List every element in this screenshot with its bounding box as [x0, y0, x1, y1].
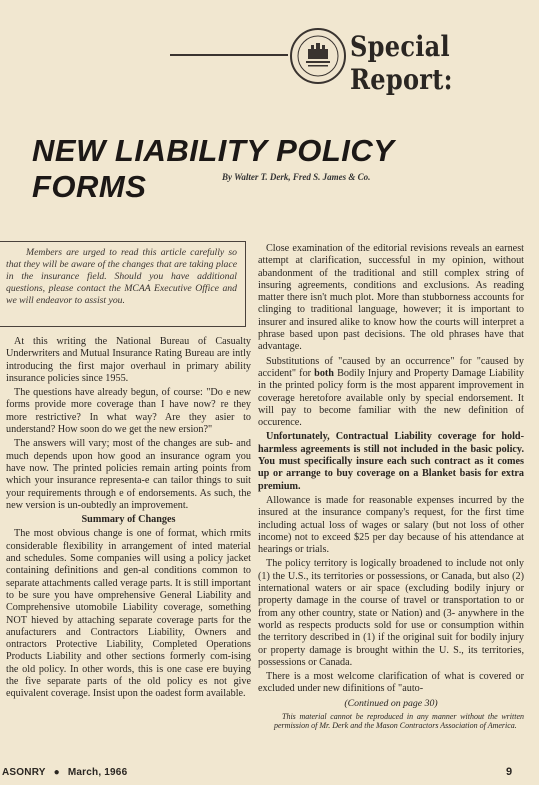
members-notice-text: Members are urged to read this article carefully so that they will be aware of the changes that are taking place in the insurance field. Should you have additional questions, please contact the MCAA Executive Office and we will endeavor to assist you. [6, 247, 237, 306]
text-run: Substitutions of "caused by an occurrence" for "caused by accident" for [258, 355, 524, 379]
article-title: NEW LIABILITY POLICY FORMS [32, 133, 394, 204]
association-seal-logo [290, 28, 346, 84]
paragraph: The questions have already begun, of course: "Do e new forms provide more coverage than I have now? re they more restrictive? In what way? Are they asier to understand? How soon do we get the new ersion?" [6, 387, 251, 436]
left-column [6, 336, 251, 703]
header-rule [170, 54, 288, 56]
section-heading: Summary of Changes [81, 514, 176, 526]
issue-date: March, 1966 [67, 767, 128, 778]
paragraph: At this writing the National Bureau of Casualty Underwriters and Mutual Insurance Rating Bureau are intly introducing the first major overhaul in primary ability insurance policies since 1955. [6, 336, 251, 384]
text-run: Bodily Injury and Property Damage Liability in the printed policy form is the most apparent improvement in coverage heretofore available only by special endorsement. It will pay to become familiar with the new definition of occurence. [258, 367, 524, 429]
seal-emblem-icon [296, 34, 340, 78]
paragraph: The policy territory is logically broadened to include not only (1) the U.S., its territories or possessions, or Canada, but also (2) international waters or air space (excluding bodily injury or property damage in the course of travel or transportation to or from any other country, state or Nation) and (3- anywhere in the world as respects products sold for use or consumption within the territory described in (1) if the original suit for bodily injury or property damage is brought within the U. S., its territories, possessions or Canada. [258, 558, 524, 668]
continued-notice: (Continued on page 30) [344, 697, 438, 709]
special-report-heading: Special Report: [350, 30, 453, 96]
paragraph: The most obvious change is one of format, which rmits considerable flexibility in arrangement of inted material and schedules. Some companies will using a policy jacket containing definitions and gen-al conditions common to separate attachments called verage parts. It is still important to be sure you have omprehensive General Liability and Comprehensive utomobile Liability coverage, something NOT hieved by attaching separate coverage parts for the anufacturers and Contractors Liability, Owners and ontractors Protective Liability, Completed Operations Products Liability and other sections formerly com-ising the old policy. In other words, this is one case ere buying the five separate parts of the old policy es not give equivalent coverage. Insist upon the oadest form available. [6, 528, 251, 700]
page-footer [2, 767, 127, 778]
paragraph: The answers will vary; most of the changes are sub- and much depends upon how good an insurance ogram you have now. The printed policies remain arting points from which your insurance representa-e can tailor things to suit your requirements through e of endorsements. As such, the new version is un-oubtedly an improvement. [6, 438, 251, 511]
paragraph [258, 356, 524, 430]
paragraph: Allowance is made for reasonable expenses incurred by the insured at the insurance company's request, for the first time including actual loss of wages or salary (but not loss of other income) not to exceed $25 per day because of his attendance at hearings or trials. [258, 494, 524, 556]
paragraph: Close examination of the editorial revisions reveals an earnest attempt at clarification, successful in my opinion, without abandonment of the traditional and still complex string of insuring agreements, conditions and exclusions. As reading matter there isn't much plot. More than stubborness accounts for clinging to traditional language, however; it is important to insurer and insured alike to know how the courts will interpret a phrase based upon past decisions. The old phrases have that advantage. [258, 243, 524, 353]
page-number: 9 [506, 766, 513, 778]
members-notice-box [0, 241, 246, 327]
right-column [258, 243, 524, 733]
contractual-liability-warning: Unfortunately, Contractual Liability coverage for hold-harmless agreements is still not included in the basic policy. You must specifically insure each such contract as it comes up or arrange to buy coverage on a Blanket basis for extra premium. [258, 431, 524, 492]
article-byline: By Walter T. Derk, Fred S. James & Co. [222, 172, 371, 182]
emphasis-both: both [314, 367, 334, 379]
paragraph: There is a most welcome clarification of what is covered or excluded under new difinitions of "auto- [258, 671, 524, 695]
magazine-name: ASONRY [2, 767, 46, 778]
bullet-separator: ● [53, 767, 60, 778]
copyright-note: This material cannot be reproduced in any manner without the written permission of Mr. Derk and the Mason Contractors Association of America. [274, 711, 524, 731]
